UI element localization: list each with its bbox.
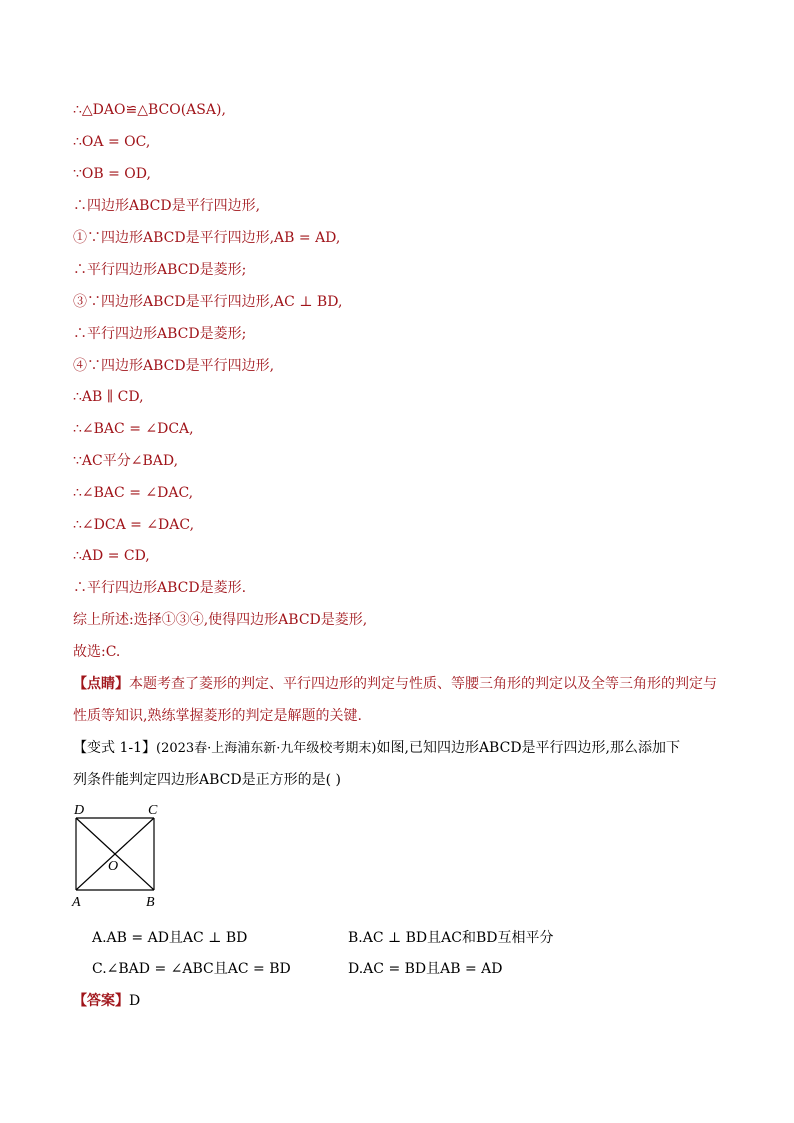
solution-line-8: ∴平行四边形ABCD是菱形; bbox=[73, 326, 247, 342]
solution-line-10: ∴AB ∥ CD, bbox=[73, 389, 144, 405]
solution-line-17: 综上所述:选择①③④,使得四边形ABCD是菱形, bbox=[73, 612, 368, 628]
option-c: C.∠BAD = ∠ABC且AC = BD bbox=[92, 961, 291, 977]
answer-value: D bbox=[129, 993, 141, 1009]
solution-line-4: ∴四边形ABCD是平行四边形, bbox=[73, 198, 261, 214]
solution-line-18: 故选:C. bbox=[73, 644, 121, 660]
label-o: O bbox=[108, 859, 119, 874]
solution-line-1: ∴△DAO≌△BCO(ASA), bbox=[73, 102, 226, 118]
option-d: D.AC = BD且AB = AD bbox=[348, 961, 503, 977]
answer-line bbox=[73, 991, 140, 1011]
solution-line-15: ∴AD = CD, bbox=[73, 548, 150, 564]
question-source: (2023春·上海浦东新·九年级校考期末) bbox=[156, 741, 377, 756]
solution-line-16: ∴平行四边形ABCD是菱形. bbox=[73, 580, 247, 596]
question-text-1: 如图,已知四边形ABCD是平行四边形,那么添加下 bbox=[376, 740, 680, 756]
solution-line-6: ∴平行四边形ABCD是菱形; bbox=[73, 262, 247, 278]
label-d: D bbox=[74, 803, 85, 818]
comment-tag: 【点睛】 bbox=[73, 676, 129, 692]
question-paragraph bbox=[73, 738, 680, 759]
answer-tag: 【答案】 bbox=[73, 993, 129, 1009]
comment-paragraph bbox=[73, 674, 723, 694]
solution-line-3: ∵OB = OD, bbox=[73, 166, 151, 182]
solution-line-14: ∴∠DCA = ∠DAC, bbox=[73, 517, 195, 533]
comment-text-2: 性质等知识,熟练掌握菱形的判定是解题的关键. bbox=[73, 708, 362, 724]
comment-text-1: 本题考查了菱形的判定、平行四边形的判定与性质、等腰三角形的判定以及全等三角形的判定与 bbox=[129, 676, 717, 692]
solution-line-9: ④∵四边形ABCD是平行四边形, bbox=[73, 358, 275, 374]
solution-line-5: ①∵四边形ABCD是平行四边形,AB = AD, bbox=[73, 230, 341, 246]
option-a: A.AB = AD且AC ⊥ BD bbox=[92, 930, 248, 946]
solution-line-2: ∴OA = OC, bbox=[73, 134, 151, 150]
square-figure bbox=[68, 800, 168, 916]
square-diagram bbox=[68, 800, 168, 912]
solution-line-12: ∵AC平分∠BAD, bbox=[73, 453, 179, 469]
label-b: B bbox=[146, 895, 155, 910]
question-text-2: 列条件能判定四边形ABCD是正方形的是( ) bbox=[73, 772, 341, 788]
question-tag: 【变式 1-1】 bbox=[73, 740, 156, 756]
solution-line-13: ∴∠BAC = ∠DAC, bbox=[73, 485, 194, 501]
option-b: B.AC ⊥ BD且AC和BD互相平分 bbox=[348, 930, 554, 946]
label-a: A bbox=[72, 895, 81, 910]
label-c: C bbox=[148, 803, 158, 818]
solution-line-11: ∴∠BAC = ∠DCA, bbox=[73, 421, 194, 437]
solution-line-7: ③∵四边形ABCD是平行四边形,AC ⊥ BD, bbox=[73, 294, 343, 310]
